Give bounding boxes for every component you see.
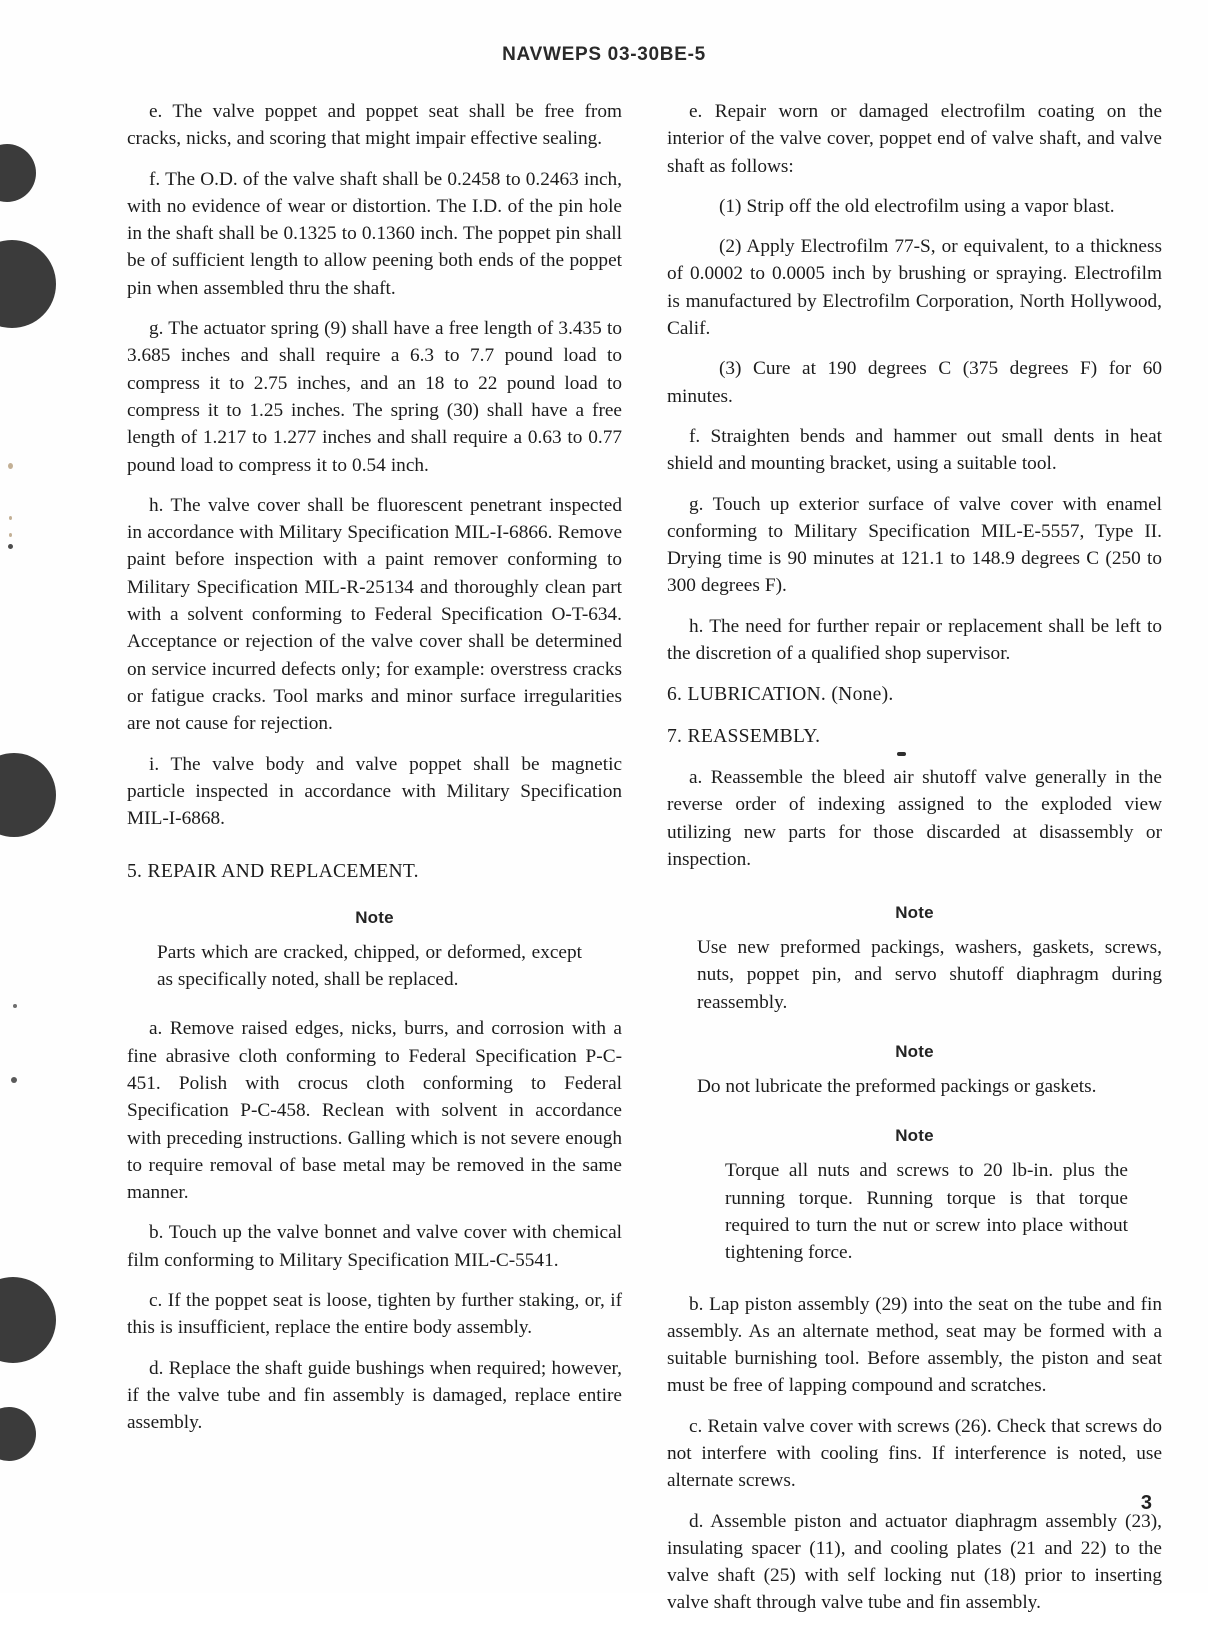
paragraph: e. The valve poppet and poppet seat shall be free from cracks, nicks, and scoring that might impair effective sealing. bbox=[127, 101, 622, 150]
note-text: Parts which are cracked, chipped, or deformed, except as specifically noted, shall be replaced. bbox=[157, 941, 582, 991]
note-text: Do not lubricate the preformed packings or gaskets. bbox=[697, 1076, 1097, 1098]
paragraph: f. The O.D. of the valve shaft shall be 0.2458 to 0.2463 inch, with no evidence of wear or distortion. The I.D. of the pin hole in the shaft shall be 0.1325 to 0.1360 inch. The poppet pin shall be of sufficient length to allow peening both ends of the poppet pin when assembled thru the shaft. bbox=[127, 168, 622, 299]
scan-artifact-stray-mark bbox=[897, 752, 906, 756]
paragraph: (3) Cure at 190 degrees C (375 degrees F) for 60 minutes. bbox=[667, 358, 1162, 407]
paragraph: d. Replace the shaft guide bushings when required; however, if the valve tube and fin assembly is damaged, replace entire assembly. bbox=[127, 1357, 622, 1434]
scan-artifact-blob bbox=[0, 144, 36, 202]
paragraph: f. Straighten bends and hammer out small dents in heat shield and mounting bracket, using a suitable tool. bbox=[667, 425, 1162, 475]
note-text: Torque all nuts and screws to 20 lb-in. plus the running torque. Running torque is that torque required to turn the nut or screw into place without tightening force. bbox=[725, 1160, 1128, 1264]
paragraph: a. Reassemble the bleed air shutoff valve generally in the reverse order of indexing assigned to the exploded view utilizing new parts for those discarded at disassembly or inspection. bbox=[667, 766, 1162, 870]
left-column bbox=[127, 98, 622, 1630]
paragraph: h. The valve cover shall be fluorescent penetrant inspected in accordance with Military Specification MIL-I-6866. Remove paint before inspection with a paint remover conforming to Military Specification MIL-R-25134 and thoroughly clean part with a solvent conforming to Federal Specification O-T-634. Acceptance or rejection of the valve cover shall be determined on service incurred defects only; for example: overstress cracks or fatigue cracks. Tool marks and minor surface irregularities are not cause for rejection. bbox=[127, 494, 622, 735]
scan-artifact-blob bbox=[0, 753, 56, 837]
scan-artifact-speck bbox=[8, 544, 13, 549]
paragraph: b. Lap piston assembly (29) into the seat on the tube and fin assembly. As an alternate method, seat may be formed with a suitable burnishing tool. Before assembly, the piston and seat must be free of lapping compound and scratches. bbox=[667, 1293, 1162, 1397]
page-number: 3 bbox=[1140, 1492, 1152, 1514]
scan-artifact-speck bbox=[8, 463, 13, 469]
two-column-body bbox=[127, 98, 1162, 1630]
paragraph: g. Touch up exterior surface of valve cover with enamel conforming to Military Specification MIL-E-5557, Type II. Drying time is 90 minutes at 121.1 to 148.9 degrees C (250 to 300 degrees F). bbox=[667, 493, 1162, 597]
paragraph: i. The valve body and valve poppet shall be magnetic particle inspected in accordance with Military Specification MIL-I-6868. bbox=[127, 753, 622, 830]
scan-artifact-blob bbox=[0, 1277, 56, 1363]
paragraph: a. Remove raised edges, nicks, burrs, and corrosion with a fine abrasive cloth conforming to Federal Specification P-C-451. Polish with crocus cloth conforming to Federal Specification P-C-458. Reclean with solvent in accordance with preceding instructions. Galling which is not severe enough to require removal of base metal may be removed in the same manner. bbox=[127, 1018, 622, 1204]
scan-artifact-speck bbox=[13, 1004, 17, 1008]
paragraph: (2) Apply Electrofilm 77-S, or equivalent, to a thickness of 0.0002 to 0.0005 inch by brushing or spraying. Electrofilm is manufactured by Electrofilm Corporation, North Hollywood, Calif. bbox=[667, 236, 1162, 340]
note-heading: Note bbox=[895, 1042, 934, 1062]
section-heading-lubrication: 6. LUBRICATION. (None). bbox=[667, 684, 894, 706]
note-text: Use new preformed packings, washers, gaskets, screws, nuts, poppet pin, and servo shutoff diaphragm during reassembly. bbox=[697, 937, 1162, 1013]
paragraph: h. The need for further repair or replacement shall be left to the discretion of a qualified shop supervisor. bbox=[667, 615, 1162, 665]
scan-artifact-blob bbox=[0, 1407, 36, 1461]
scan-artifact-blob bbox=[0, 240, 56, 328]
paragraph: c. Retain valve cover with screws (26). Check that screws do not interfere with cooling fins. If interference is noted, use alternate screws. bbox=[667, 1415, 1162, 1492]
scan-artifact-speck bbox=[9, 516, 12, 520]
scan-artifact-speck bbox=[9, 533, 12, 537]
section-heading-repair-and-replacement: 5. REPAIR AND REPLACEMENT. bbox=[127, 861, 419, 883]
right-column bbox=[667, 98, 1162, 1630]
paragraph: d. Assemble piston and actuator diaphragm assembly (23), insulating spacer (11), and cooling plates (21 and 22) to the valve shaft (25) with self locking nut (18) prior to inserting valve shaft through valve tube and fin assembly. bbox=[667, 1510, 1162, 1614]
page-header: NAVWEPS 03-30BE-5 bbox=[502, 44, 706, 65]
paragraph: b. Touch up the valve bonnet and valve cover with chemical film conforming to Military Specification MIL-C-5541. bbox=[127, 1222, 622, 1271]
note-heading: Note bbox=[895, 903, 934, 923]
scan-artifact-speck bbox=[11, 1077, 17, 1083]
paragraph: c. If the poppet seat is loose, tighten by further staking, or, if this is insufficient, replace the entire body assembly. bbox=[127, 1289, 622, 1339]
paragraph: e. Repair worn or damaged electrofilm coating on the interior of the valve cover, poppet end of valve shaft, and valve shaft as follows: bbox=[667, 101, 1162, 177]
section-heading-reassembly: 7. REASSEMBLY. bbox=[667, 725, 821, 747]
note-heading: Note bbox=[895, 1126, 934, 1146]
paragraph: g. The actuator spring (9) shall have a free length of 3.435 to 3.685 inches and shall require a 6.3 to 7.7 pound load to compress it to 2.75 inches, and an 18 to 22 pound load to compress it to 1.25 inches. The spring (30) shall have a free length of 1.217 to 1.277 inches and shall require a 0.63 to 0.77 pound load to compress it to 0.54 inch. bbox=[127, 318, 622, 476]
note-heading: Note bbox=[355, 907, 394, 927]
paragraph: (1) Strip off the old electrofilm using a vapor blast. bbox=[719, 195, 1115, 217]
